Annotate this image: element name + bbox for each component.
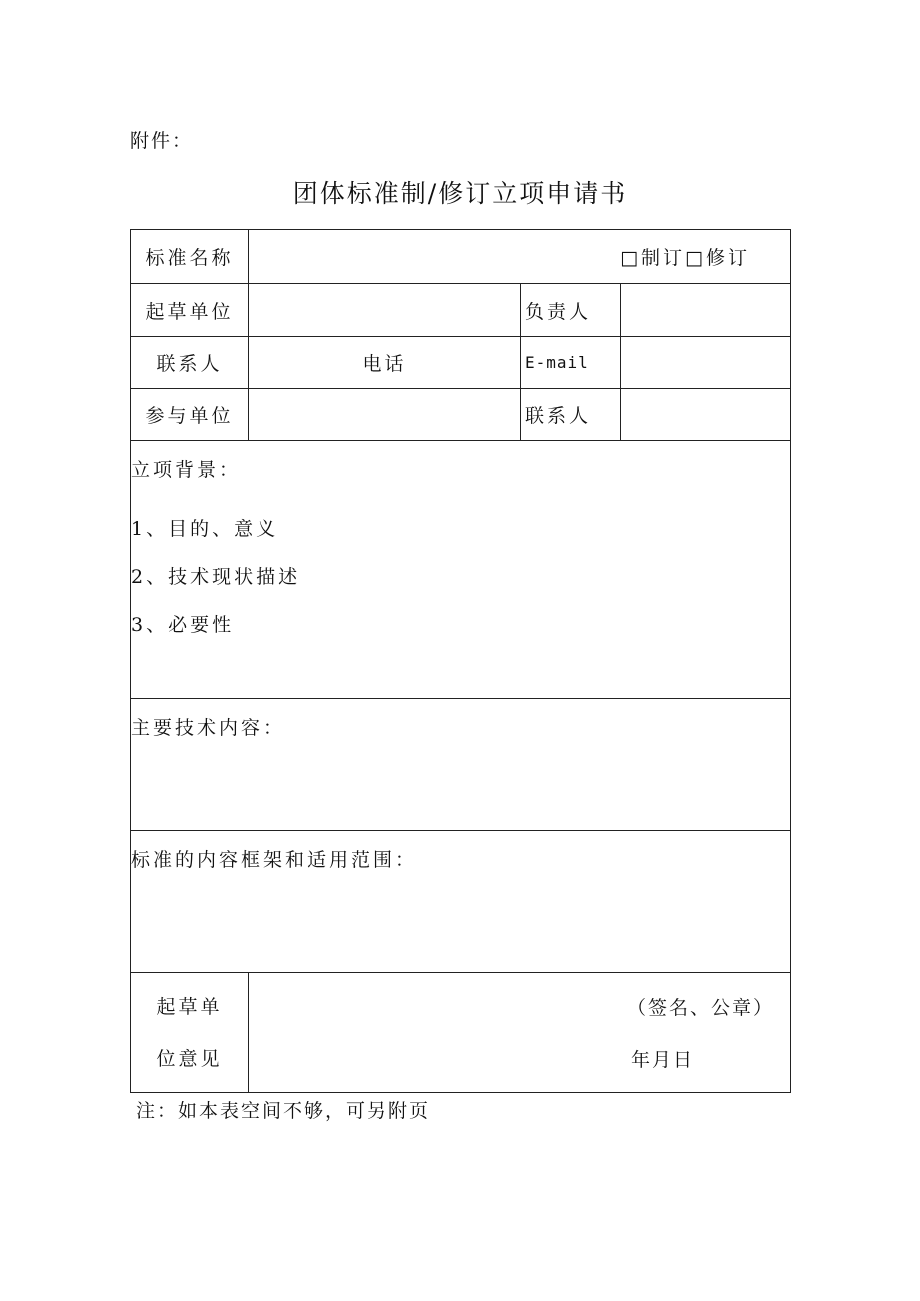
drafting-opinion-label xyxy=(131,973,249,1093)
row-main-tech-content xyxy=(131,699,791,831)
row-framework-scope xyxy=(131,831,791,973)
participating-unit-field[interactable] xyxy=(249,389,521,441)
row-contact xyxy=(131,337,791,389)
email-field[interactable] xyxy=(621,337,791,389)
page-title: 团体标准制/修订立项申请书 xyxy=(292,179,628,208)
drafting-opinion-field[interactable] xyxy=(249,973,791,1093)
date-text: 年月日 xyxy=(631,1049,695,1071)
footer-note: 注：如本表空间不够，可另附页 xyxy=(136,1100,431,1122)
email-label: E-mail xyxy=(521,337,621,389)
background-heading: 立项背景： xyxy=(131,459,242,481)
signature-seal-text: （签名、公章） xyxy=(626,997,774,1019)
framework-scope-heading: 标准的内容框架和适用范围： xyxy=(131,849,418,871)
drafting-unit-label: 起草单位 xyxy=(131,284,249,337)
application-form-table xyxy=(130,229,791,1093)
phone-label: 电话 xyxy=(362,353,407,375)
background-item-tech-status: 2、技术现状描述 xyxy=(131,566,301,588)
row-drafting-opinion xyxy=(131,973,791,1093)
person-in-charge-label: 负责人 xyxy=(521,284,621,337)
standard-name-label: 标准名称 xyxy=(131,230,249,284)
background-item-purpose: 1、目的、意义 xyxy=(131,518,279,540)
background-section[interactable] xyxy=(131,441,791,699)
contact-label: 联系人 xyxy=(131,337,249,389)
revision-type-checkboxes[interactable]: □制订□修订 xyxy=(620,247,750,269)
standard-name-field[interactable] xyxy=(249,230,791,284)
main-tech-content-section[interactable] xyxy=(131,699,791,831)
participating-contact-field[interactable] xyxy=(621,389,791,441)
drafting-opinion-label-line1: 起草单 xyxy=(156,995,223,1018)
attachment-label: 附件： xyxy=(130,130,194,152)
row-participating-unit xyxy=(131,389,791,441)
drafting-opinion-label-line2: 位意见 xyxy=(156,1047,223,1070)
participating-contact-label: 联系人 xyxy=(521,389,621,441)
person-in-charge-field[interactable] xyxy=(621,284,791,337)
participating-unit-label: 参与单位 xyxy=(131,389,249,441)
row-background xyxy=(131,441,791,699)
background-item-necessity: 3、必要性 xyxy=(131,614,235,636)
main-tech-content-heading: 主要技术内容： xyxy=(131,717,286,739)
row-standard-name xyxy=(131,230,791,284)
phone-field[interactable] xyxy=(249,337,521,389)
drafting-unit-field[interactable] xyxy=(249,284,521,337)
row-drafting-unit xyxy=(131,284,791,337)
framework-scope-section[interactable] xyxy=(131,831,791,973)
